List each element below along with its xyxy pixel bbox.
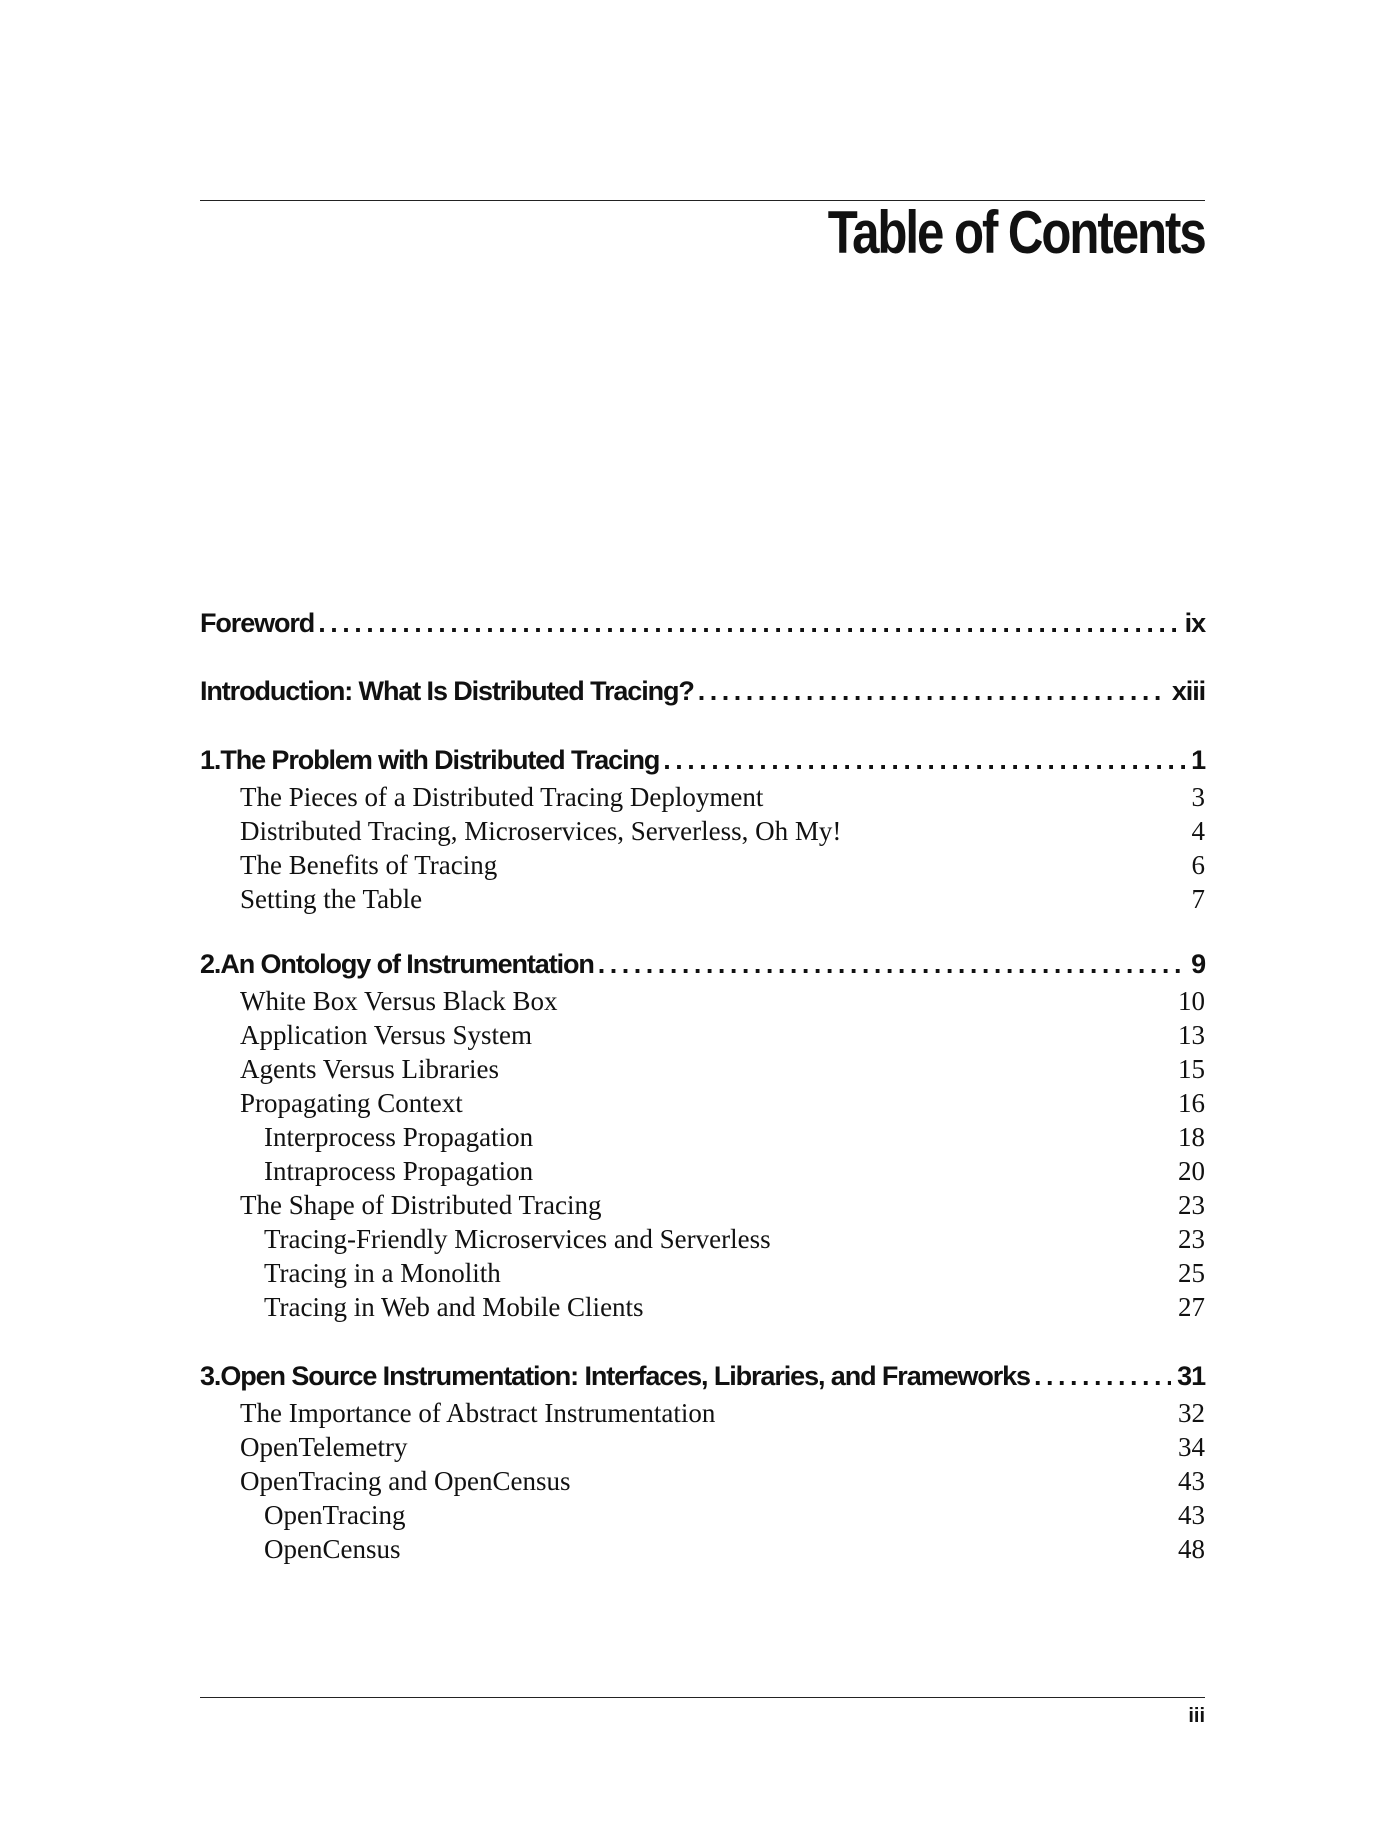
entry-page-number: 34 [1178,1432,1205,1462]
toc-subsection-entry[interactable] [200,1156,1205,1190]
entry-page-number: 9 [1191,949,1205,979]
entry-title: Distributed Tracing, Microservices, Serverless, Oh My! [240,816,842,846]
entry-title: Setting the Table [240,884,423,914]
toc-section-entry[interactable] [200,816,1205,850]
entry-title: Agents Versus Libraries [240,1054,499,1084]
toc-chapter-entry[interactable] [200,608,1205,644]
toc-subsection-entry[interactable] [200,1292,1205,1326]
entry-title: Tracing in Web and Mobile Clients [264,1292,644,1322]
entry-page-number: ix [1184,608,1205,638]
entry-title: Propagating Context [240,1088,463,1118]
entry-page-number: 6 [1191,850,1205,880]
entry-page-number: 1 [1191,745,1205,775]
toc-subsection-entry[interactable] [200,1258,1205,1292]
entry-title: OpenTracing and OpenCensus [240,1466,571,1496]
toc-section-entry[interactable] [200,884,1205,918]
dot-leader [663,745,1185,776]
entry-title: Open Source Instrumentation: Interfaces, Libraries, and Frameworks [220,1361,1030,1391]
entry-title: The Importance of Abstract Instrumentation [240,1398,716,1428]
toc-section-entry[interactable] [200,1088,1205,1122]
toc-chapter-entry[interactable] [200,1361,1205,1397]
entry-title: The Benefits of Tracing [240,850,498,880]
toc-subsection-entry[interactable] [200,1224,1205,1258]
entry-page-number: 23 [1178,1224,1205,1254]
entry-page-number: 3 [1191,782,1205,812]
entry-title: The Problem with Distributed Tracing [220,745,660,775]
bottom-rule [200,1697,1205,1698]
table-of-contents [200,0,1205,1838]
entry-page-number: 43 [1178,1500,1205,1530]
chapter-number: 1. [200,745,221,775]
entry-title: Application Versus System [240,1020,532,1050]
entry-page-number: 25 [1178,1258,1205,1288]
entry-page-number: 43 [1178,1466,1205,1496]
toc-section-entry[interactable] [200,1466,1205,1500]
chapter-number: 2. [200,949,221,979]
page-folio: iii [1188,1705,1205,1727]
entry-title: OpenTelemetry [240,1432,408,1462]
chapter-number: 3. [200,1361,221,1391]
entry-page-number: 15 [1178,1054,1205,1084]
entry-title: The Pieces of a Distributed Tracing Deployment [240,782,764,812]
entry-title: Interprocess Propagation [264,1122,534,1152]
entry-page-number: 13 [1178,1020,1205,1050]
entry-title: OpenTracing [264,1500,406,1530]
toc-chapter-entry[interactable] [200,676,1205,712]
toc-subsection-entry[interactable] [200,1534,1205,1568]
entry-page-number: 4 [1191,816,1205,846]
dot-leader [598,949,1185,980]
dot-leader [1034,1361,1171,1392]
entry-page-number: 32 [1178,1398,1205,1428]
entry-title: Foreword [200,608,315,638]
entry-page-number: 10 [1178,986,1205,1016]
toc-section-entry[interactable] [200,1054,1205,1088]
toc-subsection-entry[interactable] [200,1122,1205,1156]
entry-title: The Shape of Distributed Tracing [240,1190,602,1220]
entry-title: Intraprocess Propagation [264,1156,534,1186]
entry-title: Tracing-Friendly Microservices and Serverless [264,1224,771,1254]
entry-title: An Ontology of Instrumentation [220,949,594,979]
entry-page-number: 48 [1178,1534,1205,1564]
toc-section-entry[interactable] [200,782,1205,816]
entry-page-number: xiii [1171,676,1205,706]
dot-leader [698,676,1166,707]
toc-section-entry[interactable] [200,1020,1205,1054]
toc-subsection-entry[interactable] [200,1500,1205,1534]
entry-title: OpenCensus [264,1534,401,1564]
toc-section-entry[interactable] [200,986,1205,1020]
page-title: Table of Contents [828,199,1205,266]
dot-leader [318,608,1178,639]
toc-chapter-entry[interactable] [200,745,1205,781]
entry-page-number: 27 [1178,1292,1205,1322]
entry-page-number: 31 [1177,1361,1205,1391]
toc-section-entry[interactable] [200,1190,1205,1224]
entry-title: White Box Versus Black Box [240,986,558,1016]
toc-chapter-entry[interactable] [200,949,1205,985]
entry-page-number: 7 [1191,884,1205,914]
toc-section-entry[interactable] [200,1398,1205,1432]
entry-page-number: 18 [1178,1122,1205,1152]
entry-title: Introduction: What Is Distributed Tracing? [200,676,694,706]
toc-section-entry[interactable] [200,1432,1205,1466]
entry-page-number: 23 [1178,1190,1205,1220]
toc-section-entry[interactable] [200,850,1205,884]
entry-page-number: 20 [1178,1156,1205,1186]
entry-title: Tracing in a Monolith [264,1258,501,1288]
entry-page-number: 16 [1178,1088,1205,1118]
